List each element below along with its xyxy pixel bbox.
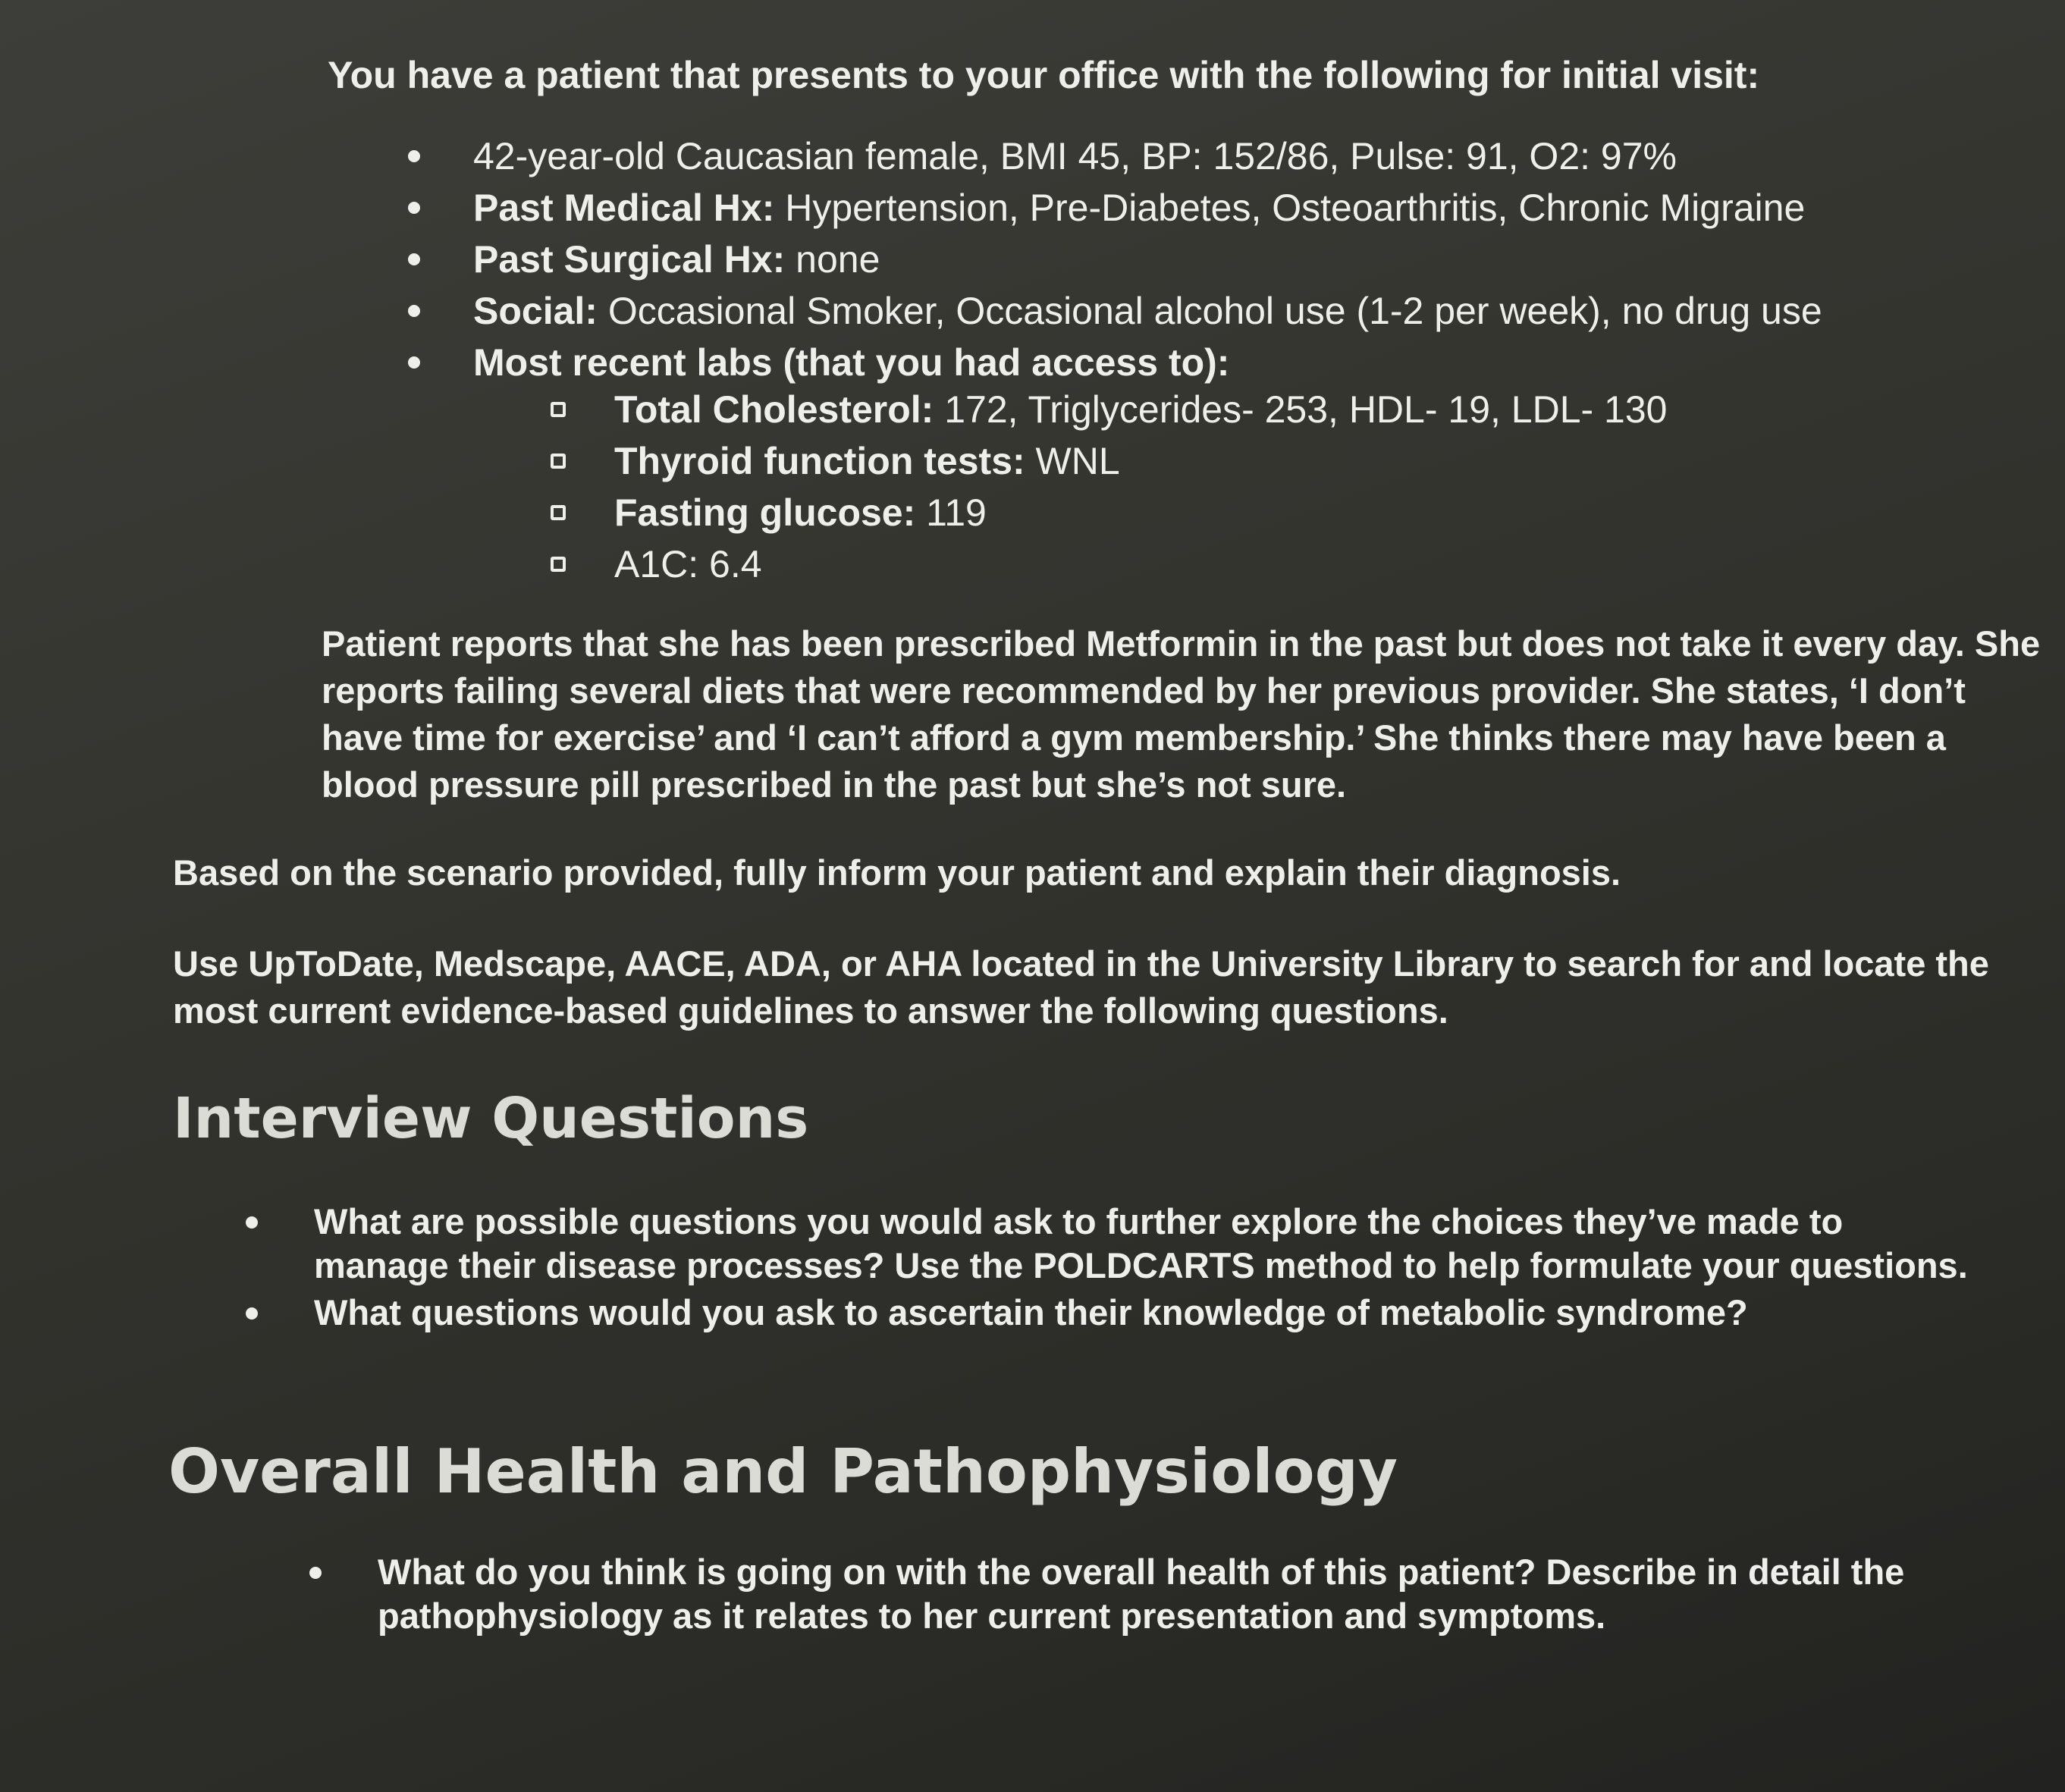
list-item [531, 487, 1667, 538]
patient-report-paragraph: Patient reports that she has been prescribed Metformin in the past but does not take it every day. She reports failing several diets that were recommended by her previous provider. She states, ‘I don’t have time for exercise’ and ‘I can’t afford a gym membership.’ She thinks there may have been a blood pressure pill prescribed in the past but she’s not sure. [322, 623, 2041, 805]
lab-label: Total Cholesterol: [614, 388, 934, 431]
list-item [394, 130, 1822, 182]
detail-text: none [785, 238, 880, 281]
lab-label: Thyroid function tests: [614, 440, 1025, 482]
hollow-bullet-icon [551, 505, 566, 520]
labs-list [531, 384, 1667, 590]
list-item [531, 435, 1667, 487]
bullet-icon [408, 356, 420, 369]
resources-paragraph: Use UpToDate, Medscape, AACE, ADA, or AHA located in the University Library to search for and locate the most current evidence-based guidelines to answer the following questions. [173, 943, 1989, 1031]
interview-questions-list [241, 1200, 1985, 1338]
lab-value: A1C: 6.4 [614, 543, 762, 585]
list-item [305, 1550, 1996, 1638]
bullet-icon [408, 305, 420, 317]
list-item [394, 182, 1822, 234]
detail-text: 42-year-old Caucasian female, BMI 45, BP: 152/86, Pulse: 91, O2: 97% [473, 135, 1677, 177]
bullet-icon [408, 253, 420, 265]
list-item [241, 1291, 1985, 1335]
detail-label: Social: [473, 290, 598, 332]
list-item [241, 1200, 1985, 1288]
overall-health-heading: Overall Health and Pathophysiology [168, 1436, 1398, 1507]
list-item [394, 337, 1822, 388]
lab-value: 119 [915, 491, 987, 534]
hollow-bullet-icon [551, 557, 566, 572]
bullet-icon [408, 150, 420, 162]
question-text: What are possible questions you would ask to further explore the choices they’ve made to manage their disease processes? Use the POLDCARTS method to help formulate your questions. [314, 1201, 1968, 1285]
patient-details-list [394, 130, 1822, 388]
interview-questions-heading: Interview Questions [173, 1086, 809, 1151]
overall-health-questions-list [305, 1550, 1996, 1638]
list-item [394, 285, 1822, 337]
detail-text: Hypertension, Pre-Diabetes, Osteoarthritis, Chronic Migraine [774, 187, 1806, 229]
list-item [394, 234, 1822, 285]
lab-label: Fasting glucose: [614, 491, 916, 534]
hollow-bullet-icon [551, 453, 566, 469]
intro-text: You have a patient that presents to your office with the following for initial visit: [328, 54, 1760, 96]
lab-value: WNL [1025, 440, 1120, 482]
detail-text: Occasional Smoker, Occasional alcohol use (1-2 per week), no drug use [597, 290, 1822, 332]
bullet-icon [246, 1307, 258, 1320]
list-item [531, 538, 1667, 590]
instruction-paragraph: Based on the scenario provided, fully inform your patient and explain their diagnosis. [173, 852, 1621, 893]
list-item [531, 384, 1667, 435]
question-text: What do you think is going on with the overall health of this patient? Describe in detail the pathophysiology as it relates to her current presentation and symptoms. [378, 1552, 1905, 1636]
bullet-icon [408, 202, 420, 214]
question-text: What questions would you ask to ascertain their knowledge of metabolic syndrome? [314, 1292, 1748, 1332]
detail-label: Past Surgical Hx: [473, 238, 786, 281]
bullet-icon [246, 1216, 258, 1229]
detail-label: Past Medical Hx: [473, 187, 775, 229]
lab-value: 172, Triglycerides- 253, HDL- 19, LDL- 130 [934, 388, 1668, 431]
bullet-icon [309, 1567, 322, 1579]
detail-label: Most recent labs (that you had access to): [473, 341, 1230, 384]
hollow-bullet-icon [551, 402, 566, 417]
